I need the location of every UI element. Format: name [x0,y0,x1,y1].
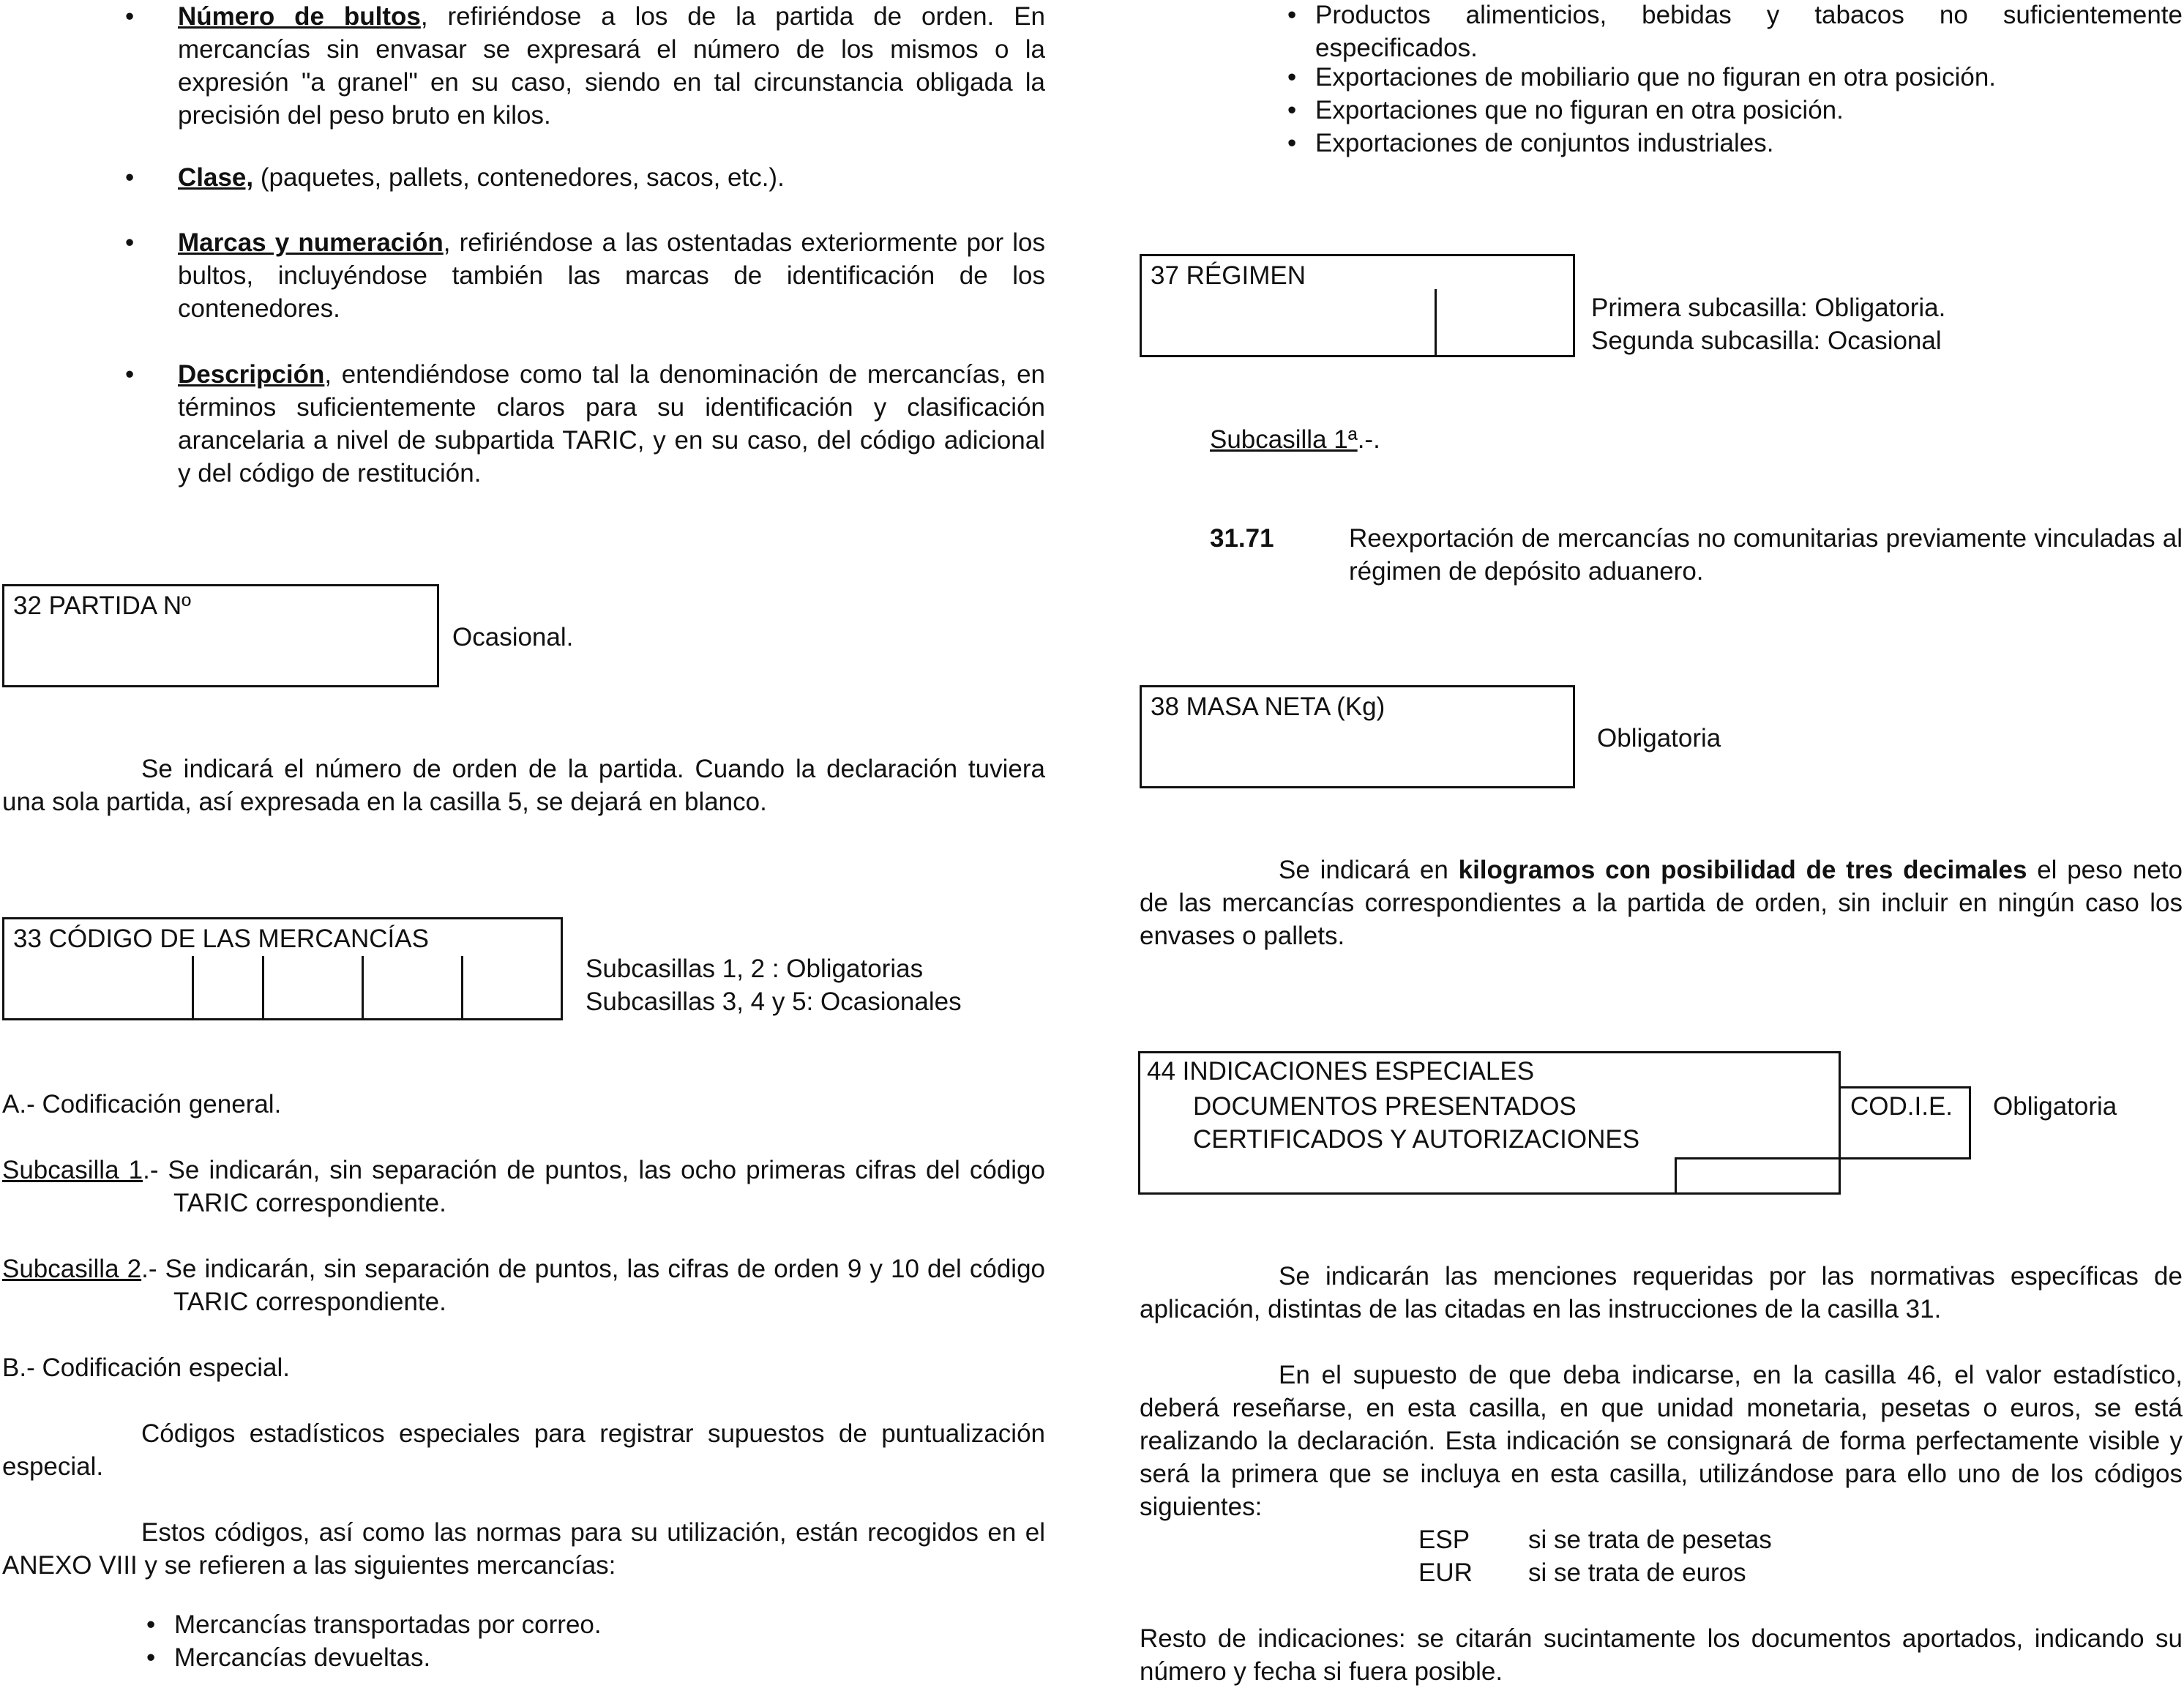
box-44-code-border [1969,1086,1971,1159]
bullet-text: , refiriéndose a las ostentadas exteriormente por los bultos, incluyéndose también las marcas de identificación de los contenedores. [178,228,1045,323]
list-item: • Mercancías devueltas. [174,1641,430,1674]
box-38-text-pre: Se indicará en [1279,856,1459,884]
bullet-label: Número de bultos [178,2,421,31]
box-44-border [1138,1051,1841,1053]
resto-indicaciones-text: Resto de indicaciones: se citarán sucintamente los documentos aportados, indicando su número y fecha si fuera posible. [1140,1624,2183,1686]
box-37-note-2: Segunda subcasilla: Ocasional [1591,326,1942,355]
bullet-label: Marcas y numeración [178,228,444,257]
box-44-description-1: Se indicarán las menciones requeridas por las normativas específicas de aplicación, distintas de las citadas en las instrucciones de la casilla 31. [1140,1262,2183,1323]
codificacion-especial-heading: B.- Codificación especial. [2,1353,290,1382]
subcasilla-divider [1435,289,1437,357]
box-44-code-label: COD.I.E. [1850,1092,1953,1121]
regime-description: Reexportación de mercancías no comunitarias previamente vinculadas al régimen de depósito aduanero. [1349,524,2183,586]
box-32-note: Ocasional. [452,623,574,651]
list-item: • Mercancías transportadas por correo. [174,1608,602,1641]
box-44-code-border [1675,1157,1677,1195]
box-44-description-2: En el supuesto de que deba indicarse, en la casilla 46, el valor estadístico, deberá reseñarse, en esta casilla, en que unidad monetaria, pesetas o euros, se está realizando la declaración. Esta indicación se consignará de forma perfectamente visible y será la primera que se incluya en esta casilla, utilizándose para ello uno de los códigos siguientes: [1140,1361,2183,1521]
subcasilla-1-label: Subcasilla 1 [2,1156,143,1184]
list-item [178,0,1045,132]
box-44-code-border [1839,1086,1971,1088]
subcasilla-divider [461,956,463,1020]
subcasilla-divider [192,956,194,1020]
bullet-label: Clase, [178,163,254,192]
currency-description: si se trata de euros [1528,1558,1746,1587]
currency-description: si se trata de pesetas [1528,1525,1772,1554]
box-32-partida [2,584,439,687]
list-item: • Exportaciones de mobiliario que no figuran en otra posición. [1315,61,1996,94]
subcasilla-1a-suffix: .-. [1357,425,1380,454]
list-item: • Exportaciones que no figuran en otra posición. [1315,94,1844,127]
box-32-title: 32 PARTIDA Nº [13,591,191,620]
box-33-title: 33 CÓDIGO DE LAS MERCANCÍAS [13,925,429,953]
subcasilla-1-text [2,1154,1045,1220]
box-38-description [1140,854,2183,952]
bullet-text: , refiriéndose a los de la partida de orden. En mercancías sin envasar se expresará el número de los mismos o la expresión "a granel" en su caso, siendo en tal circunstancia obligada la precisión del peso bruto en kilos. [178,2,1045,130]
subcasilla-2-body: .- Se indicarán, sin separación de puntos, las cifras de orden 9 y 10 del código TARIC correspondiente. [141,1255,1046,1316]
box-44-border [1839,1051,1841,1195]
box-44-line-2: DOCUMENTOS PRESENTADOS [1193,1092,1577,1121]
currency-code: EUR [1418,1558,1473,1587]
box-33-note-2: Subcasillas 3, 4 y 5: Ocasionales [586,987,962,1016]
subcasilla-1a-label: Subcasilla 1ª [1210,425,1358,454]
box-33-note-1: Subcasillas 1, 2 : Obligatorias [586,955,924,983]
subcasilla-1a-heading [1210,423,1380,456]
list-item [178,226,1045,325]
box-44-border [1138,1192,1841,1195]
box-44-line-3: CERTIFICADOS Y AUTORIZACIONES [1193,1125,1640,1154]
box-38-text-bold: kilogramos con posibilidad de tres decimales [1458,856,2027,884]
box-44-border [1138,1051,1140,1195]
subcasilla-1-body: .- Se indicarán, sin separación de puntos, las ocho primeras cifras del código TARIC correspondiente. [143,1156,1045,1217]
box-33-codigo [2,917,563,1020]
box-37-title: 37 RÉGIMEN [1151,261,1306,290]
subcasilla-2-text [2,1252,1045,1318]
box-44-note: Obligatoria [1993,1092,2117,1121]
list-item: • Productos alimenticios, bebidas y tabacos no suficientemente especificados. [1315,0,2183,64]
bullet-text: (paquetes, pallets, contenedores, sacos, etc.). [253,163,785,192]
regime-code: 31.71 [1210,524,1274,553]
box-38-note: Obligatoria [1597,724,1721,752]
codificacion-general-heading: A.- Codificación general. [2,1090,282,1119]
box-37-note-1: Primera subcasilla: Obligatoria. [1591,294,1946,322]
subcasilla-divider [262,956,264,1020]
box-37-regimen [1140,254,1575,357]
list-item [178,161,1045,194]
box-32-description: Se indicará el número de orden de la partida. Cuando la declaración tuviera una sola partida, así expresada en la casilla 5, se dejará en blanco. [2,755,1045,816]
bullet-text: , entendiéndose como tal la denominación de mercancías, en términos suficientemente claros para su identificación y clasificación arancelaria a nivel de subpartida TARIC, y en su caso, del código adicional y del código de restitución. [178,360,1045,488]
box-44-title: 44 INDICACIONES ESPECIALES [1147,1057,1535,1086]
codigos-anexo-text: Estos códigos, así como las normas para su utilización, están recogidos en el ANEXO VIII y se refieren a las siguientes mercancías: [2,1518,1045,1580]
currency-code: ESP [1418,1525,1470,1554]
box-38-masa-neta [1140,685,1575,788]
box-38-text-post: el peso neto de las mercancías correspondientes a la partida de orden, sin incluir en ningún caso los envases o pallets. [1140,856,2183,950]
codigos-estadisticos-text: Códigos estadísticos especiales para registrar supuestos de puntualización especial. [2,1419,1045,1481]
list-item [178,358,1045,490]
box-44-code-border [1675,1157,1971,1159]
box-38-title: 38 MASA NETA (Kg) [1151,692,1385,721]
subcasilla-divider [362,956,364,1020]
subcasilla-2-label: Subcasilla 2 [2,1255,142,1283]
bullet-label: Descripción [178,360,325,389]
list-item: • Exportaciones de conjuntos industriales. [1315,127,1773,160]
